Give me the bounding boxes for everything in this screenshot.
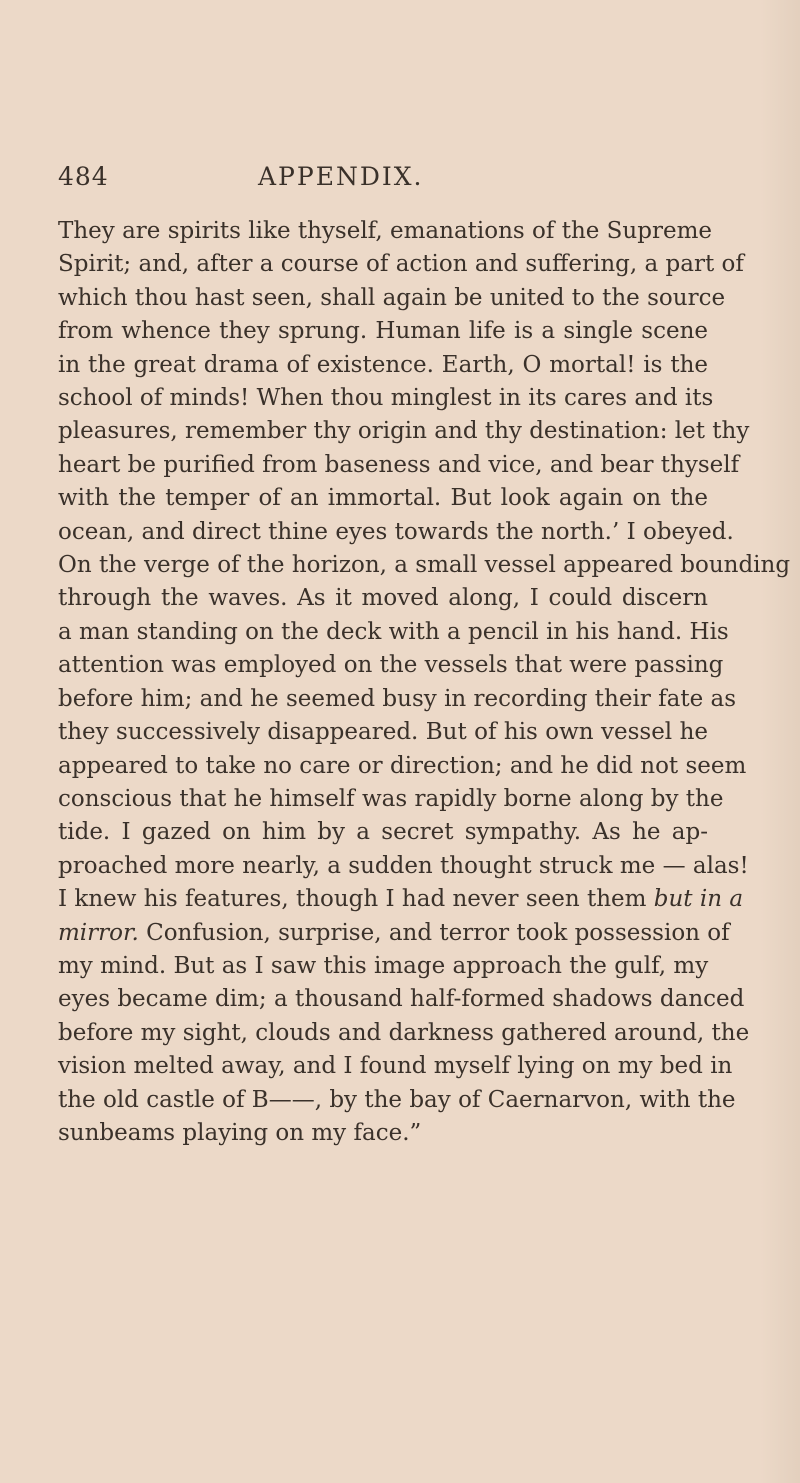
text-line: before my sight, clouds and darkness gathered around, the [58, 1019, 750, 1046]
text-line: ocean, and direct thine eyes towards the north.’ I obeyed. [58, 518, 734, 545]
text-line: They are spirits like thyself, emanations of the Supreme [58, 218, 712, 244]
text-line: through the waves. As it moved along, I could discern [58, 585, 708, 612]
page-number: 484 [58, 162, 109, 191]
text-line: pleasures, remember thy origin and thy destination: let thy [58, 418, 750, 445]
text-line: proached more nearly, a sudden thought struck me — alas! [58, 852, 749, 879]
text-line-mixed [58, 883, 744, 916]
text-line: which thou hast seen, shall again be united to the source [58, 284, 726, 311]
text-line: in the great drama of existence. Earth, O mortal! is the [58, 351, 708, 378]
body-text [58, 215, 791, 1150]
text-line: eyes became dim; a thousand half-formed shadows danced [58, 986, 745, 1013]
text-segment: Confusion, surprise, and terror took possession of [138, 919, 730, 946]
text-line-mixed [58, 917, 730, 950]
text-segment: I knew his features, though I had never seen them [58, 886, 654, 913]
text-line: tide. I gazed on him by a secret sympathy. As he ap- [58, 819, 708, 846]
text-line-last: sunbeams playing on my face.” [58, 1119, 422, 1146]
text-line: school of minds! When thou minglest in its cares and its [58, 385, 714, 412]
italic-segment: mirror. [58, 919, 139, 946]
running-head: APPENDIX. [258, 162, 424, 191]
text-line: On the verge of the horizon, a small vessel appeared bounding [58, 552, 791, 579]
italic-segment: but in a [653, 886, 744, 913]
text-line: heart be purified from baseness and vice, and bear thyself [58, 451, 740, 478]
text-line: my mind. But as I saw this image approach the gulf, my [58, 952, 709, 979]
text-line: from whence they sprung. Human life is a single scene [58, 318, 708, 345]
text-line: they successively disappeared. But of his own vessel he [58, 719, 708, 746]
text-line: attention was employed on the vessels that were passing [58, 652, 724, 679]
text-line: vision melted away, and I found myself lying on my bed in [58, 1053, 733, 1080]
page-header [58, 162, 742, 202]
text-line: appeared to take no care or direction; and he did not seem [58, 752, 747, 779]
text-line: Spirit; and, after a course of action and suffering, a part of [58, 251, 744, 278]
text-line: a man standing on the deck with a pencil in his hand. His [58, 618, 729, 645]
text-line: the old castle of B——, by the bay of Caernarvon, with the [58, 1086, 736, 1113]
text-line: with the temper of an immortal. But look again on the [58, 485, 708, 512]
text-line: before him; and he seemed busy in recording their fate as [58, 685, 737, 712]
text-line: conscious that he himself was rapidly borne along by the [58, 785, 724, 812]
